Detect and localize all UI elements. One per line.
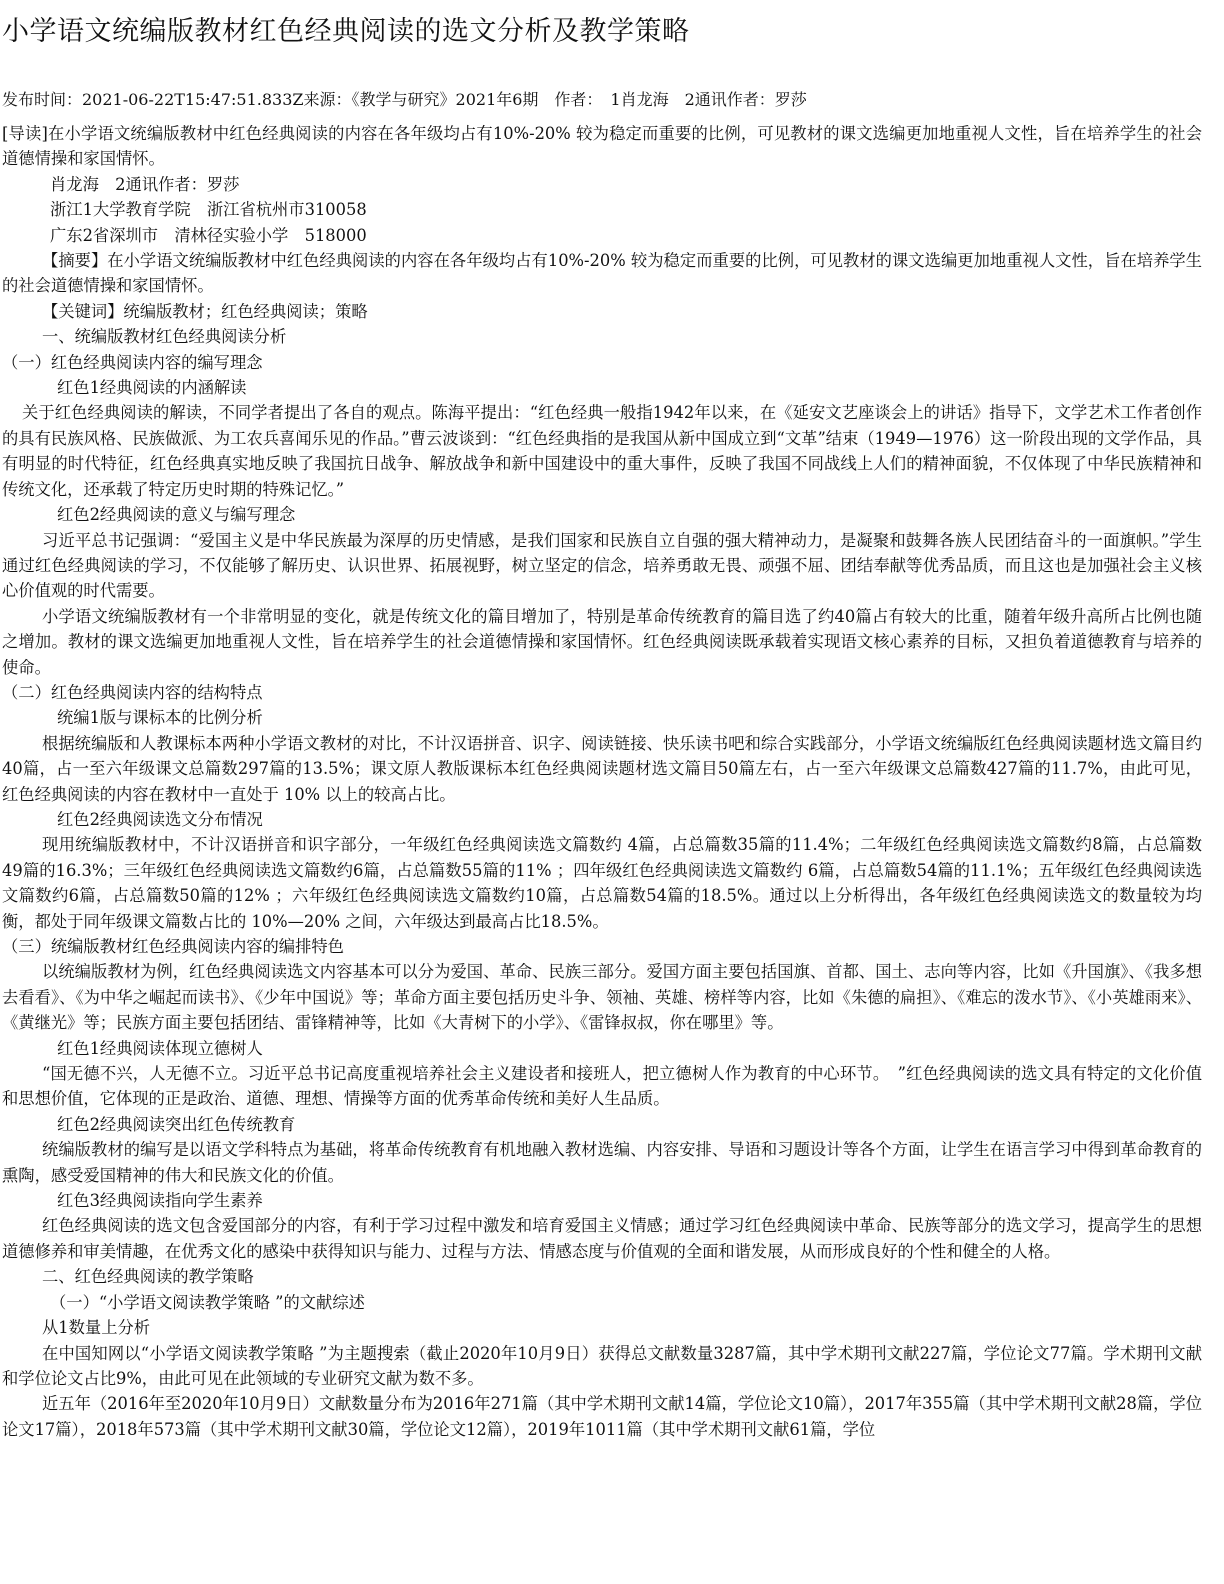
author-line: 肖龙海 2通讯作者：罗莎	[50, 174, 240, 194]
keywords-line: 【关键词】统编版教材；红色经典阅读；策略	[42, 301, 368, 321]
subsection-heading-1-1: （一）红色经典阅读内容的编写理念	[2, 352, 263, 372]
affiliation-line-2: 广东2省深圳市 清林径实验小学 518000	[50, 225, 367, 245]
body-paragraph: 以统编版教材为例，红色经典阅读选文内容基本可以分为爱国、革命、民族三部分。爱国方面主要包括国旗、首都、国土、志向等内容，比如《升国旗》、《我多想去看看》、《为中华之崛起而读书》、《少年中国说》等；革命方面主要包括历史斗争、领袖、英雄、榜样等内容，比如《朱德的扁担》、《难忘的泼水节》、《小英雄雨来》、《黄继光》等；民族方面主要包括团结、雷锋精神等，比如《大青树下的小学》、《雷锋叔叔，你在哪里》等。	[2, 962, 1202, 1033]
topic-heading: 从1数量上分析	[42, 1318, 151, 1338]
body-paragraph: 近五年（2016年至2020年10月9日）文献数量分布为2016年271篇（其中学术期刊文献14篇，学位论文10篇），2017年355篇（其中学术期刊文献28篇，学位论文17篇），2018年573篇（其中学术期刊文献30篇，学位论文12篇），2019年1011篇（其中学术期刊文献61篇，学位	[2, 1394, 1202, 1439]
topic-heading: 红色3经典阅读指向学生素养	[57, 1191, 263, 1211]
publish-meta: 发布时间：2021-06-22T15:47:51.833Z来源：《教学与研究》2021年6期 作者： 1肖龙海 2通讯作者：罗莎	[2, 90, 807, 109]
section-heading-1: 一、统编版教材红色经典阅读分析	[42, 327, 287, 347]
topic-heading: 红色1经典阅读的内涵解读	[57, 378, 247, 398]
article-title: 小学语文统编版教材红色经典阅读的选文分析及教学策略	[2, 16, 690, 47]
affiliation-line-1: 浙江1大学教育学院 浙江省杭州市310058	[50, 200, 367, 220]
subsection-heading-2-1: （一）“小学语文阅读教学策略 ”的文献综述	[50, 1292, 365, 1312]
lead-paragraph: [导读]在小学语文统编版教材中红色经典阅读的内容在各年级均占有10%-20% 较为稳定而重要的比例，可见教材的课文选编更加地重视人文性，旨在培养学生的社会道德情操和家国情怀。	[2, 124, 1202, 169]
body-paragraph: 统编版教材的编写是以语文学科特点为基础，将革命传统教育有机地融入教材选编、内容安排、导语和习题设计等各个方面，让学生在语言学习中得到革命教育的熏陶，感受爱国精神的伟大和民族文化的价值。	[2, 1140, 1202, 1185]
topic-heading: 红色1经典阅读体现立德树人	[57, 1038, 263, 1058]
section-heading-2: 二、红色经典阅读的教学策略	[42, 1267, 254, 1287]
topic-heading: 红色2经典阅读的意义与编写理念	[57, 505, 296, 525]
topic-heading: 统编1版与课标本的比例分析	[57, 708, 263, 728]
body-paragraph: 小学语文统编版教材有一个非常明显的变化，就是传统文化的篇目增加了，特别是革命传统教育的篇目选了约40篇占有较大的比重，随着年级升高所占比例也随之增加。教材的课文选编更加地重视人文性，旨在培养学生的社会道德情操和家国情怀。红色经典阅读既承载着实现语文核心素养的目标，又担负着道德教育与培养的使命。	[2, 606, 1202, 677]
body-paragraph: 现用统编版教材中，不计汉语拼音和识字部分，一年级红色经典阅读选文篇数约 4篇，占总篇数35篇的11.4%；二年级红色经典阅读选文篇数约8篇，占总篇数49篇的16.3%；三年级红色经典阅读选文篇数约6篇，占总篇数55篇的11% ；四年级红色经典阅读选文篇数约 6篇，占总篇数54篇的11.1%；五年级红色经典阅读选文篇数约6篇，占总篇数50篇的12% ；六年级红色经典阅读选文篇数约10篇，占总篇数54篇的18.5%。通过以上分析得出，各年级红色经典阅读选文的数量较为均衡，都处于同年级课文篇数占比的 10%—20% 之间，六年级达到最高占比18.5%。	[2, 835, 1202, 931]
topic-heading: 红色2经典阅读选文分布情况	[57, 809, 263, 829]
body-paragraph: 习近平总书记强调：“爱国主义是中华民族最为深厚的历史情感，是我们国家和民族自立自强的强大精神动力，是凝聚和鼓舞各族人民团结奋斗的一面旗帜。”学生通过红色经典阅读的学习，不仅能够了解历史、认识世界、拓展视野，树立坚定的信念，培养勇敢无畏、顽强不屈、团结奉献等优秀品质，而且这也是加强社会主义核心价值观的时代需要。	[2, 530, 1202, 601]
body-paragraph: 关于红色经典阅读的解读，不同学者提出了各自的观点。陈海平提出：“红色经典一般指1942年以来，在《延安文艺座谈会上的讲话》指导下，文学艺术工作者创作的具有民族风格、民族做派、为工农兵喜闻乐见的作品。”曹云波谈到：“红色经典指的是我国从新中国成立到“文革”结束（1949—1976）这一阶段出现的文学作品，具有明显的时代特征，红色经典真实地反映了我国抗日战争、解放战争和新中国建设中的重大事件，反映了我国不同战线上人们的精神面貌，不仅体现了中华民族精神和传统文化，还承载了特定历史时期的特殊记忆。”	[2, 403, 1202, 499]
subsection-heading-1-2: （二）红色经典阅读内容的结构特点	[2, 682, 263, 702]
topic-heading: 红色2经典阅读突出红色传统教育	[57, 1114, 296, 1134]
body-paragraph: 根据统编版和人教课标本两种小学语文教材的对比，不计汉语拼音、识字、阅读链接、快乐读书吧和综合实践部分，小学语文统编版红色经典阅读题材选文篇目约40篇，占一至六年级课文总篇数297篇的13.5%；课文原人教版课标本红色经典阅读题材选文篇目50篇左右，占一至六年级课文总篇数427篇的11.7%，由此可见，红色经典阅读的内容在教材中一直处于 10% 以上的较高占比。	[2, 733, 1202, 804]
article-body	[2, 121, 1202, 1442]
body-paragraph: 红色经典阅读的选文包含爱国部分的内容，有利于学习过程中激发和培育爱国主义情感；通过学习红色经典阅读中革命、民族等部分的选文学习，提高学生的思想道德修养和审美情趣，在优秀文化的感染中获得知识与能力、过程与方法、情感态度与价值观的全面和谐发展，从而形成良好的个性和健全的人格。	[2, 1216, 1202, 1261]
subsection-heading-1-3: （三）统编版教材红色经典阅读内容的编排特色	[2, 937, 344, 956]
body-paragraph: 在中国知网以“小学语文阅读教学策略 ”为主题搜索（截止2020年10月9日）获得总文献数量3287篇，其中学术期刊文献227篇，学位论文77篇。学术期刊文献和学位论文占比9%，由此可见在此领域的专业研究文献为数不多。	[2, 1343, 1202, 1388]
abstract-paragraph: 【摘要】在小学语文统编版教材中红色经典阅读的内容在各年级均占有10%-20% 较为稳定而重要的比例，可见教材的课文选编更加地重视人文性，旨在培养学生的社会道德情操和家国情怀。	[2, 251, 1202, 296]
body-paragraph: “国无德不兴，人无德不立。习近平总书记高度重视培养社会主义建设者和接班人，把立德树人作为教育的中心环节。 ”红色经典阅读的选文具有特定的文化价值和思想价值，它体现的正是政治、道德、理想、情操等方面的优秀革命传统和美好人生品质。	[2, 1064, 1202, 1109]
